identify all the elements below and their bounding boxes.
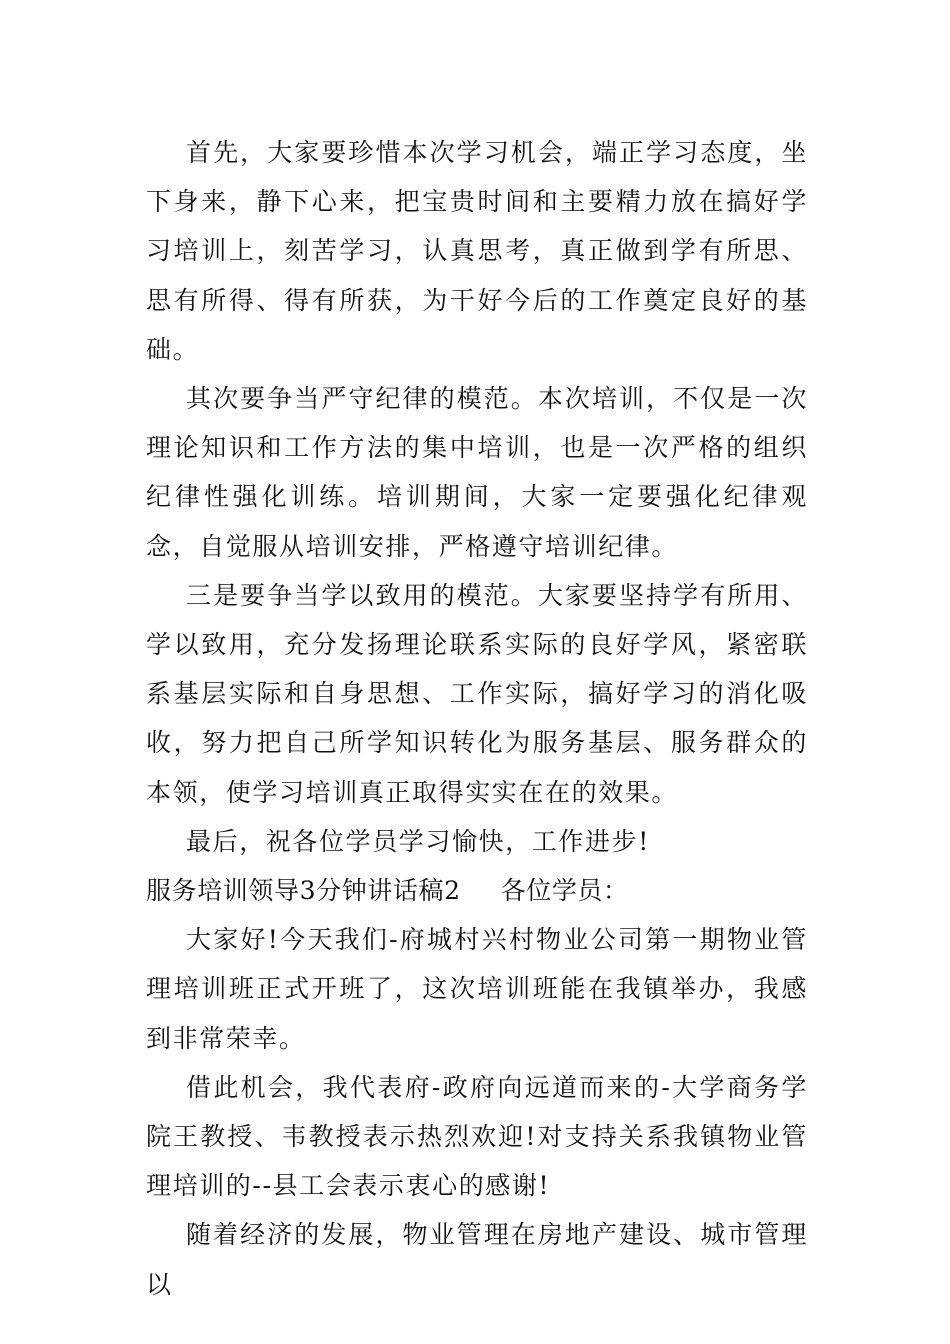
paragraph: 最后，祝各位学员学习愉快，工作进步!: [186, 826, 650, 856]
paragraph: 其次要争当严守纪律的模范。本次培训，不仅是一次理论知识和工作方法的集中培训，也是一次严格的组织纪律性强化训练。培训期间，大家一定要强化纪律观念，自觉服从培训安排，严格遵守培训纪律。: [146, 384, 808, 561]
paragraph: 大家好!今天我们-府城村兴村物业公司第一期物业管理培训班正式开班了，这次培训班能在我镇举办，我感到非常荣幸。: [146, 925, 808, 1053]
speech-salutation: 各位学员：: [500, 876, 629, 906]
paragraph: 借此机会，我代表府-政府向远道而来的-大学商务学院王教授、韦教授表示热烈欢迎!对支持关系我镇物业管理培训的--县工会表示衷心的感谢!: [146, 1072, 808, 1201]
paragraph: 随着经济的发展，物业管理在房地产建设、城市管理以: [146, 1220, 808, 1299]
paragraph: 首先，大家要珍惜本次学习机会，端正学习态度，坐下身来，静下心来，把宝贵时间和主要精力放在搞好学习培训上，刻苦学习，认真思考，真正做到学有所思、思有所得、得有所获，为干好今后的工作奠定良好的基础。: [146, 138, 808, 364]
paragraph: 三是要争当学以致用的模范。大家要坚持学有所用、学以致用，充分发扬理论联系实际的良好学风，紧密联系基层实际和自身思想、工作实际，搞好学习的消化吸收，努力把自己所学知识转化为服务基层、服务群众的本领，使学习培训真正取得实实在在的效果。: [146, 580, 808, 807]
document-body: [146, 128, 808, 1309]
speech-title: 服务培训领导3分钟讲话稿2: [146, 876, 461, 906]
speech-heading: [146, 866, 808, 915]
